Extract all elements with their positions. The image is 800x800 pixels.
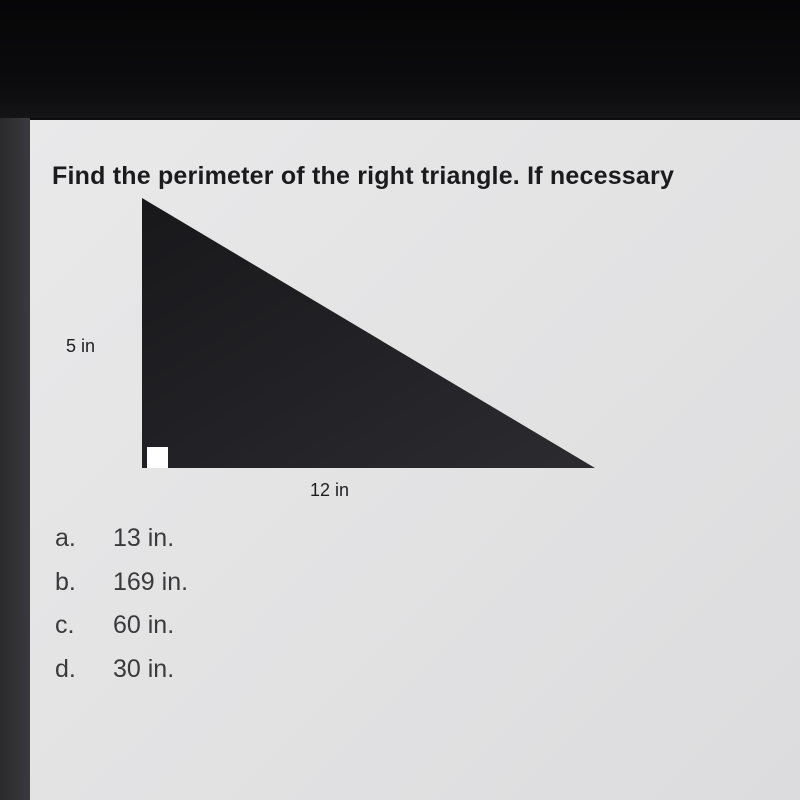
answer-option-a[interactable] (55, 517, 188, 561)
right-triangle (142, 198, 595, 468)
answer-letter: d. (55, 654, 76, 683)
monitor-top-bezel (0, 0, 800, 118)
answer-choices (55, 517, 188, 691)
right-angle-marker (147, 447, 168, 468)
answer-option-d[interactable] (55, 648, 188, 692)
answer-letter: a. (55, 524, 76, 552)
answer-letter: c. (55, 611, 75, 639)
question-page (30, 120, 800, 800)
answer-letter: b. (55, 567, 76, 596)
question-text: Find the perimeter of the right triangle. If necessary (52, 162, 675, 190)
answer-text: 30 in. (113, 654, 175, 683)
right-triangle-figure (30, 120, 800, 520)
answer-text: 13 in. (113, 524, 175, 552)
horizontal-side-label: 12 in (310, 480, 350, 500)
answer-option-c[interactable] (55, 604, 188, 648)
monitor-left-bezel (0, 118, 30, 800)
answer-text: 169 in. (113, 567, 189, 596)
answer-text: 60 in. (113, 611, 175, 639)
answer-option-b[interactable] (55, 561, 188, 605)
vertical-side-label: 5 in (66, 336, 96, 356)
